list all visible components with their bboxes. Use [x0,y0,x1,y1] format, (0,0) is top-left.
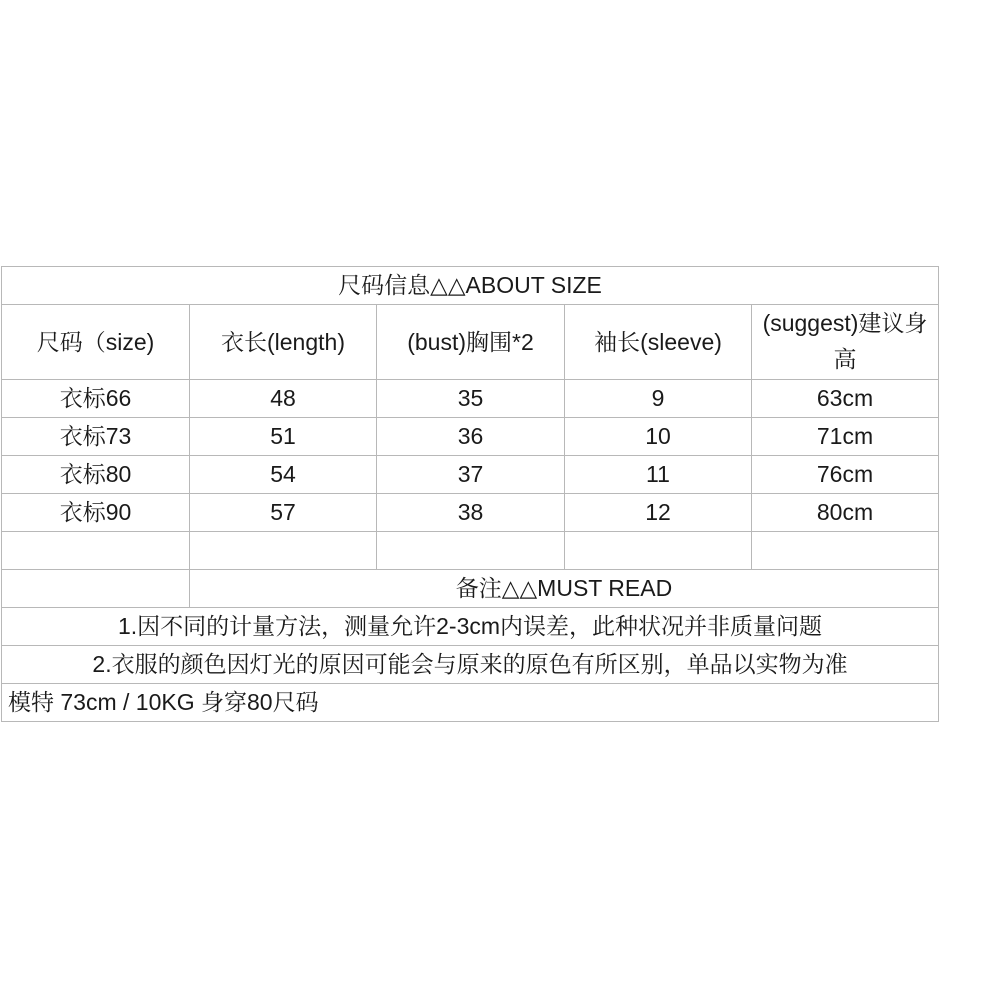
table-row [2,380,939,418]
note-item: 2.衣服的颜色因灯光的原因可能会与原来的原色有所区别，单品以实物为准 [2,646,939,684]
empty-cell [377,532,565,570]
cell-height: 80cm [752,494,939,532]
column-header-length: 衣长(length) [190,305,377,380]
empty-cell [752,532,939,570]
cell-size: 衣标73 [2,418,190,456]
cell-length: 54 [190,456,377,494]
table-row [2,418,939,456]
empty-cell [190,532,377,570]
cell-length: 48 [190,380,377,418]
cell-size: 衣标90 [2,494,190,532]
note-item: 1.因不同的计量方法，测量允许2-3cm内误差，此种状况并非质量问题 [2,608,939,646]
table-row [2,494,939,532]
notes-heading: 备注△△MUST READ [190,570,939,608]
note-row [2,608,939,646]
empty-row [2,532,939,570]
size-chart-table [1,266,939,722]
cell-length: 51 [190,418,377,456]
cell-bust: 35 [377,380,565,418]
column-header-size: 尺码（size) [2,305,190,380]
cell-size: 衣标66 [2,380,190,418]
column-header-bust: (bust)胸围*2 [377,305,565,380]
cell-sleeve: 12 [565,494,752,532]
table-title: 尺码信息△△ABOUT SIZE [2,267,939,305]
note-row [2,646,939,684]
cell-bust: 36 [377,418,565,456]
table-row [2,456,939,494]
cell-sleeve: 9 [565,380,752,418]
cell-height: 63cm [752,380,939,418]
notes-heading-row [2,570,939,608]
cell-bust: 38 [377,494,565,532]
empty-cell [565,532,752,570]
cell-sleeve: 11 [565,456,752,494]
empty-cell [2,570,190,608]
title-row [2,267,939,305]
cell-bust: 37 [377,456,565,494]
cell-sleeve: 10 [565,418,752,456]
cell-height: 71cm [752,418,939,456]
model-info: 模特 73cm / 10KG 身穿80尺码 [2,684,939,722]
cell-length: 57 [190,494,377,532]
column-header-suggested-height: (suggest)建议身高 [752,305,939,380]
cell-size: 衣标80 [2,456,190,494]
column-header-sleeve: 袖长(sleeve) [565,305,752,380]
empty-cell [2,532,190,570]
cell-height: 76cm [752,456,939,494]
header-row [2,305,939,380]
model-info-row [2,684,939,722]
